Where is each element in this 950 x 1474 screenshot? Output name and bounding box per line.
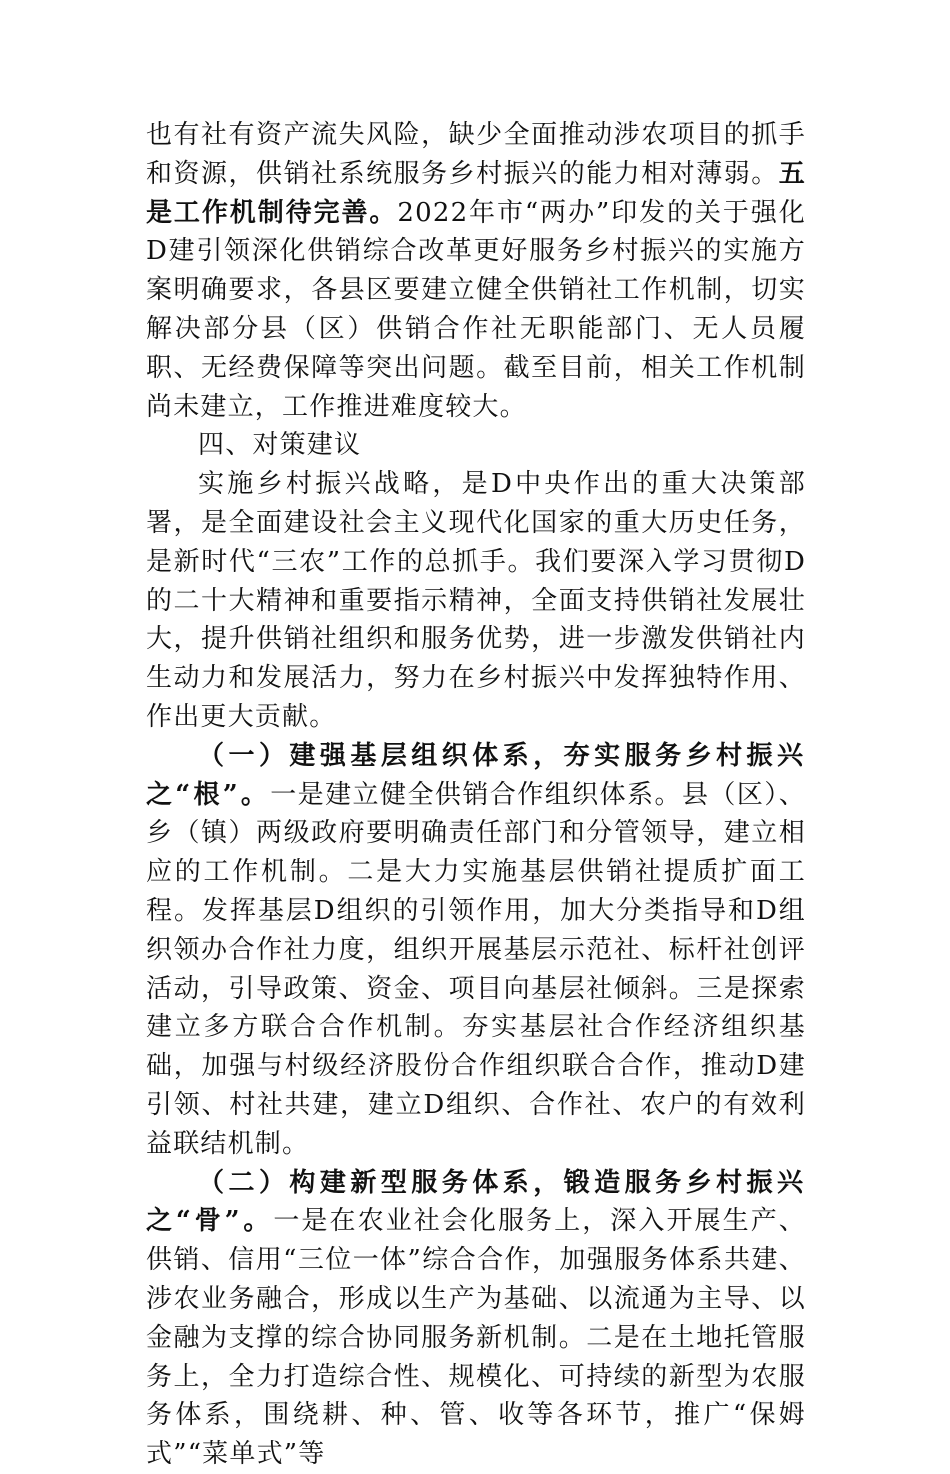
sub-heading-grassroots: （一）建强基层组织体系，夯实服务乡村振兴之“根”。 <box>146 740 806 810</box>
bold-lead-phrase: 五是工作机制待完善。 <box>146 158 806 228</box>
paragraph-grassroots <box>146 737 806 1164</box>
paragraph-text: 一是建立健全供销合作组织体系。县（区）、乡（镇）两级政府要明确责任部门和分管领导，建立相应的工作机制。二是大力实施基层供销社提质扩面工程。发挥基层D组织的引领作用，加大分类指导和D组织领办合作社力度，组织开展基层示范社、标杆社创评活动，引导政策、资金、项目向基层社倾斜。三是探索建立多方联合合作机制。夯实基层社合作经济组织基础，加强与村级经济股份合作组织联合合作，推动D建引领、村社共建，建立D组织、合作社、农户的有效利益联结机制。 <box>146 779 806 1159</box>
document-body <box>146 116 806 1474</box>
paragraph-text: 2022年市“两办”印发的关于强化D建引领深化供销综合改革更好服务乡村振兴的实施方案明确要求，各县区要建立健全供销社工作机制，切实解决部分县（区）供销合作社无职能部门、无人员履职、无经费保障等突出问题。截至目前，相关工作机制尚未建立，工作推进难度较大。 <box>146 197 806 422</box>
sub-heading-service-system: （二）构建新型服务体系，锻造服务乡村振兴之“骨”。 <box>146 1167 806 1237</box>
paragraph-text: 也有社有资产流失风险，缺少全面推动涉农项目的抓手和资源，供销社系统服务乡村振兴的能力相对薄弱。 <box>146 120 806 189</box>
section-heading: 四、对策建议 <box>198 430 362 461</box>
paragraph-text: 一是在农业社会化服务上，深入开展生产、供销、信用“三位一体”综合合作，加强服务体系共建、涉农业务融合，形成以生产为基础、以流通为主导、以金融为支撑的综合协同服务新机制。二是在土地托管服务上，全力打造综合性、规模化、可持续的新型为农服务体系，围绕耕、种、管、收等各环节，推广“保姆式”“菜单式”等 <box>146 1206 806 1470</box>
paragraph-service-system <box>146 1164 806 1474</box>
paragraph-strategy: 实施乡村振兴战略，是D中央作出的重大决策部署，是全面建设社会主义现代化国家的重大历史任务，是新时代“三农”工作的总抓手。我们要深入学习贯彻D的二十大精神和重要指示精神，全面支持供销社发展壮大，提升供销社组织和服务优势，进一步激发供销社内生动力和发展活力，努力在乡村振兴中发挥独特作用、作出更大贡献。 <box>146 469 806 732</box>
paragraph-work-mechanism <box>146 116 806 426</box>
